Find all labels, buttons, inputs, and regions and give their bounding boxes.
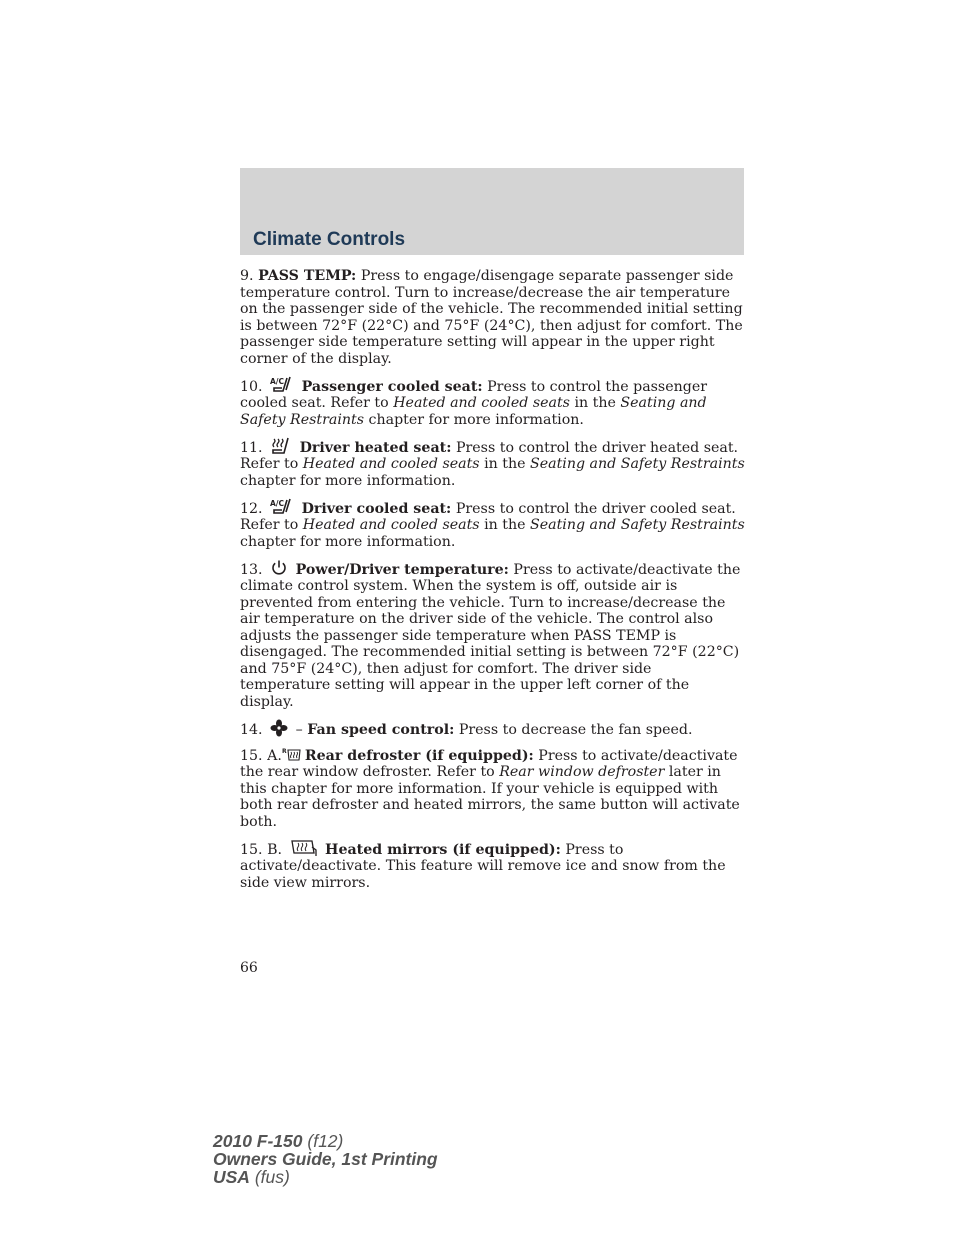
item-15b: 15. B. Heated mirrors (if equipped): Press to activate/deactivate. This feature will remove ice and snow from the side view mirrors. — [240, 839, 745, 892]
item-9: 9. PASS TEMP: Press to engage/disengage separate passenger side temperature control. Turn to increase/decrease the air temperature on the passenger side of the vehicle. The recommended initial setting is between 72°F (22°C) and 75°F (24°C), then adjust for comfort. The passenger side temperature setting will appear in the upper right corner of the display. — [240, 268, 743, 367]
rear-defrost-icon — [282, 747, 302, 763]
item-11: 11. Driver heated seat: Press to control the driver heated seat. Refer to Heated and cooled seats in the Seating and Safety Restraints chapter for more information. — [240, 437, 745, 490]
item-label: Fan speed control: — [307, 721, 455, 738]
item-label: Heated mirrors (if equipped): — [325, 841, 561, 858]
svg-text:A/C: A/C — [270, 376, 285, 386]
item-10: 10. A/C Passenger cooled seat: Press to control the passenger cooled seat. Refer to Heated and cooled seats in the Seating and Safety Restraints chapter for more information. — [240, 376, 708, 428]
ac-seat-icon — [270, 498, 294, 516]
ac-seat-icon — [270, 376, 294, 394]
item-14: 14. – Fan speed control: Press to decrease the fan speed. — [240, 719, 745, 739]
item-label: Rear defroster (if equipped): — [304, 747, 534, 764]
section-header — [240, 168, 744, 255]
page-title: Climate Controls — [253, 229, 406, 250]
item-13: 13. Power/Driver temperature: Press to activate/deactivate the climate control system. When the system is off, outside air is prevented from entering the vehicle. Turn to increase/decrease the air temperature on the driver side of the vehicle. The control also adjusts the passenger side temperature when PASS TEMP is disengaged. The recommended initial setting is between 72°F (22°C) and 75°F (24°C), then adjust for comfort. The driver side temperature setting will appear in the upper left corner of the display. — [240, 559, 745, 711]
document-body — [240, 268, 745, 900]
fan-icon — [270, 719, 288, 737]
svg-text:R: R — [281, 747, 287, 755]
item-label: Driver cooled seat: — [301, 500, 452, 517]
power-icon — [270, 559, 288, 577]
footer-line-2: Owners Guide, 1st Printing — [213, 1149, 438, 1169]
heated-mirror-icon — [290, 839, 318, 857]
svg-text:A/C: A/C — [270, 498, 285, 508]
item-12: 12. A/C Driver cooled seat: Press to control the driver cooled seat. Refer to Heated and cooled seats in the Seating and Safety Restraints chapter for more information. — [240, 498, 745, 550]
item-15a: 15. A. R Rear defroster (if equipped): Press to activate/deactivate the rear window defroster. Refer to Rear window defroster later in this chapter for more information. If your vehicle is equipped with both rear defroster and heated mirrors, the same button will activate both. — [240, 747, 740, 830]
item-label: Driver heated seat: — [299, 439, 452, 456]
item-label: Power/Driver temperature: — [295, 561, 509, 578]
item-label: Passenger cooled seat: — [301, 378, 483, 395]
footer-line-1: 2010 F-150 (f12) — [213, 1131, 344, 1151]
heated-seat-icon — [270, 437, 292, 455]
item-label: PASS TEMP: — [258, 268, 357, 284]
document-footer — [213, 1132, 438, 1186]
footer-line-3: USA (fus) — [213, 1167, 290, 1187]
page-number: 66 — [240, 960, 258, 976]
